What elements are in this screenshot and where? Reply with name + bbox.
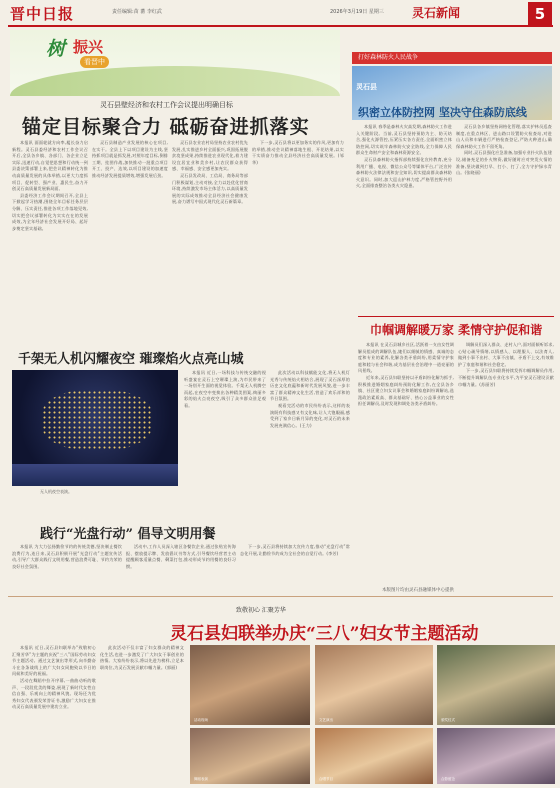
photo-caption: 文艺演出 (319, 718, 333, 722)
city-lights (12, 464, 178, 486)
article3-column-1 (184, 370, 266, 510)
article2-headline: 织密立体防控网 坚决守住森防底线 (358, 106, 527, 119)
article6-paragraph: 活动在舞蹈中拉开序幕,一曲曲动听的歌声、一段段优美的舞姿,展现了新时代女性自信自强、乐观向上的精神风貌。现场还为优秀妇女代表颁发荣誉证书,激励广大妇女在推动灵石高质量发展中建功立业。 (12, 677, 96, 710)
article3-caption: 无人机夜空表演。 (40, 489, 72, 494)
article4-column-2 (126, 544, 236, 592)
article1-paragraph: 灵石县制造产业发展的核心在项目,在实干。全县上下以项目建设为主线,坚持抓项目就是抓发展,对照年度目标,倒排工期、挂图作战,加快推动一批重点项目开工、投产、达效,以项目建设的加速度推动经济发展提质增效,增强发展后劲。 (92, 140, 168, 178)
banner-word-3: 看晋中 (80, 56, 109, 68)
article4-column-3 (240, 544, 350, 592)
article6-column-1 (12, 645, 96, 783)
banner-hills (10, 66, 340, 96)
photo-caption: 舞蹈表演 (194, 777, 208, 781)
page-number: 5 (528, 2, 552, 26)
article5-headline: 巾帼调解暖万家 柔情守护促和谐 (370, 323, 543, 337)
drone-lights (42, 390, 152, 450)
event-photo (190, 645, 310, 725)
photo-caption: 合唱节目 (319, 777, 333, 781)
event-photo (437, 728, 555, 784)
article3-headline: 千架无人机闪耀夜空 璀璨焰火点亮山城 (18, 352, 244, 367)
article1-column-1 (12, 140, 88, 340)
article1-paragraph: 下一步,灵石县将以更加务实的作风,更加有力的举措,推动会议精神落地生根、开花结果,以实干实绩奋力推动全县经济社会高质量发展。(邹华) (252, 140, 344, 165)
article2-paragraph: 灵石县森林防火指挥部持续强化宣传教育,充分利用广播、电视、微信公众号等媒体平台,广泛宣传森林防火法律法规和安全知识,切实提高群众森林防火意识。同时,加大巡山护林力度,严格管控野外用火,全面排查整治各类火灾隐患。 (356, 156, 452, 189)
event-photo (437, 645, 555, 725)
date-info: 2026年3月19日 星期三 (330, 9, 384, 15)
drone-show-photo (12, 370, 178, 486)
article2-paragraph: 本报讯 春季是森林火灾高发期,森林防火工作进入关键阶段。当前,灵石县坚持预防为主、防灭结合,强化火源管控,压紧压实各方责任,全面织密立体防控网,切实筑牢森林防火安全防线,全力保障人民群众生命财产安全和森林资源安全。 (356, 124, 452, 156)
section-divider (8, 596, 553, 597)
article5-paragraph: 本报讯 在灵石县城乡社区,活跃着一支由女性调解员组成的调解队伍,她们以细腻的情感、真诚的态度和专业的素养,化解各类矛盾纠纷,用柔情守护家庭和睦与社会和谐,成为基层社会治理中一道亮丽的风景线。 (358, 342, 454, 374)
article4-paragraph: 下一步,灵石县将持续加大宣传力度,推动“光盘行动”常态化开展,让勤俭节约成为全社会的自觉行动。(李芳) (240, 544, 350, 556)
newspaper-logo: 晋中日报 (10, 5, 75, 23)
article2-tag: 灵石县 (356, 83, 377, 91)
article5-paragraph: 下一步,灵石县妇联将持续发挥巾帼调解员作用,不断提升调解队伍专业化水平,为平安灵石建设贡献巾帼力量。(苏丽芳) (458, 368, 554, 387)
article1-column-2 (92, 140, 168, 340)
article4-paragraph: 活动中,工作人员深入辖区各餐饮企业,通过张贴宣传海报、摆放提示牌、发放倡议书等方式,引导餐饮经营者主动提醒顾客适量点餐、剩菜打包,推动形成节约用餐的良好习惯。 (126, 544, 236, 569)
article5-column-2 (458, 342, 554, 582)
article4-column-1 (12, 544, 122, 592)
article2-paragraph: 同时,灵石县强化应急准备,加强专业扑火队伍建设,储备充足的扑火物资,做好随时应对突发火情的准备,坚决做到打早、打小、打了,全力守护绿水青山。(张晓丽) (456, 150, 552, 176)
event-photo (190, 728, 310, 784)
issue-info: 责任编辑:苗 蕃 李红武 (112, 9, 162, 15)
article5-paragraph: 调解员们深入群众、走村入户,面对面倾听诉求,心贴心疏导情绪,以情感人、以理服人、以法育人,做到小事不出村、大事不出镇、矛盾不上交,有效维护了家庭和谐和社会稳定。 (458, 342, 554, 367)
article3-paragraph: 此次活动以科技赋能文化,将无人机灯光秀与传统焰火相结合,展现了灵石深厚的历史文化底蕴和新时代发展风貌,进一步丰富了群众精神文化生活,营造了欢乐祥和的节日氛围。 (270, 370, 350, 402)
article1-column-3 (172, 140, 248, 340)
article6-paragraph: 此次活动不仅丰富了妇女群众的精神文化生活,也进一步激发了广大妇女干事创业的热情。大家纷纷表示,将以先进为榜样,立足本职岗位,为灵石发展贡献巾帼力量。(郭丽) (100, 645, 184, 670)
article1-column-4 (252, 140, 344, 340)
photo-caption: 活动现场 (194, 718, 208, 722)
article2-strip: 打好森林防火人民战争 (352, 52, 552, 64)
page-title: 灵石新闻 (412, 6, 461, 20)
article2-column-1 (356, 124, 452, 310)
article1-paragraph: 本报讯 面面轮就方向率,履长奋力启新程。灵石县委经济和农村工作会议召开后,全县各乡镇、各部门、各企业立足实际,迅速行动,自觉把思想和行动统一到县委决策部署上来,把会议精神转化为推动高质量发展的具体举措,以更大力度抓项目、促转型、强产业、惠民生,奋力开创灵石高质量发展新局面。 (12, 140, 88, 192)
article6-column-2 (100, 645, 184, 783)
article1-paragraph: 灵石县农业农村局坚持农业农村优先发展,扎实推进乡村全面振兴,巩固拓展脱贫攻坚成果,持续推进农业现代化,着力建设宜居宜业和美乡村,让农民群众获得感、幸福感、安全感更加充实。 (172, 140, 248, 172)
article1-headline: 锚定目标聚合力 砥砺奋进抓落实 (22, 116, 310, 138)
article1-paragraph: 县委经济工作会议期间召开,全县上下掀起学习热潮,围绕全年目标任务层层分解、压实责任,推进各项工作落地见效,切实把会议部署转化为实实在在的发展成效,为全年经济社会发展开好局、起好步奠定坚实基础。 (12, 192, 88, 231)
banner-word-1: 树 (46, 38, 66, 60)
article5-paragraph: 近年来,灵石县妇联坚持以矛盾纠纷化解为抓手,积极推进婚姻家庭纠纷预防化解工作,在全县各乡镇、社区建立妇女议事会和婚姻家庭纠纷调解站,选派政治素质高、群众基础好、热心公益事业的女性担任调解员,及时发现和调处各类矛盾纠纷。 (358, 374, 454, 407)
top-rule (8, 25, 553, 27)
article1-kicker: 灵石县壁经济和农村工作会议提出明确目标 (100, 101, 233, 109)
photo-credit-note: 本版图片均由灵石县融媒体中心提供 (382, 588, 454, 593)
banner-word-2: 振兴 (73, 38, 104, 56)
article6-kicker: 致敬初心 汇聚芳华 (236, 607, 286, 614)
article2-column-2 (456, 124, 552, 310)
article3-paragraph: 本报讯 近日,一场科技与传统交融的视听盛宴在灵石上空璀璨上演,为市民带来了一场别开生面的视觉体验。千架无人机腾空而起,在夜空中变换出各种精美图案,绚丽多彩的焰火点亮夜空,吸引了众多群众驻足观看。 (184, 370, 266, 408)
article4-paragraph: 本报讯 为大力弘扬勤俭节约的传统美德,坚决制止餐饮浪费行为,连日来,灵石县积极开展“光盘行动”主题宣传活动,引导广大群众践行文明用餐,营造浪费可耻、节约为荣的良好社会氛围。 (12, 544, 122, 569)
article2-paragraph: 灵石县各乡镇坚持网格化管理,落实护林员巡查制度,在重点林区、进山路口设置防火检查站,对进山人员和车辆进行严格检查登记,严防火种进山,确保森林防火工作不留死角。 (456, 124, 552, 149)
article1-paragraph: 灵石县发改局、工信局、商务局等部门积极谋划,主动对接,全力以赴优化营商环境,持续激发市场主体活力,以高质量发展的实际成效推动全县经济社会健康发展,奋力谱写中国式现代化灵石新篇章。 (172, 172, 248, 205)
article3-paragraph: 观看完活动的市民纷纷表示,这样的表演既有科技感又有文化味,让人大饱眼福,感受到了家乡日新月异的变化,对灵石的未来发展充满信心。(王力) (270, 402, 350, 428)
photo-caption: 合影留念 (441, 777, 455, 781)
photo-caption: 颁奖仪式 (441, 718, 455, 722)
event-photo (315, 645, 433, 725)
article6-paragraph: 本报讯 近日,灵石县妇联举办“致敬初心 汇聚芳华”为主题的庆祝“三八”国际劳动妇女节主题活动。通过文艺演出等形式,向辛勤奋斗在各条战线上的广大妇女同胞致以节日的问候和美好的祝福。 (12, 645, 96, 677)
article5-rule (358, 316, 554, 317)
article5-column-1 (358, 342, 454, 582)
article4-headline: 践行“光盘行动” 倡导文明用餐 (40, 527, 216, 542)
article3-column-2 (270, 370, 350, 510)
event-photo (315, 728, 433, 784)
article6-headline: 灵石县妇联举办庆“三八”妇女节主题活动 (170, 624, 479, 644)
